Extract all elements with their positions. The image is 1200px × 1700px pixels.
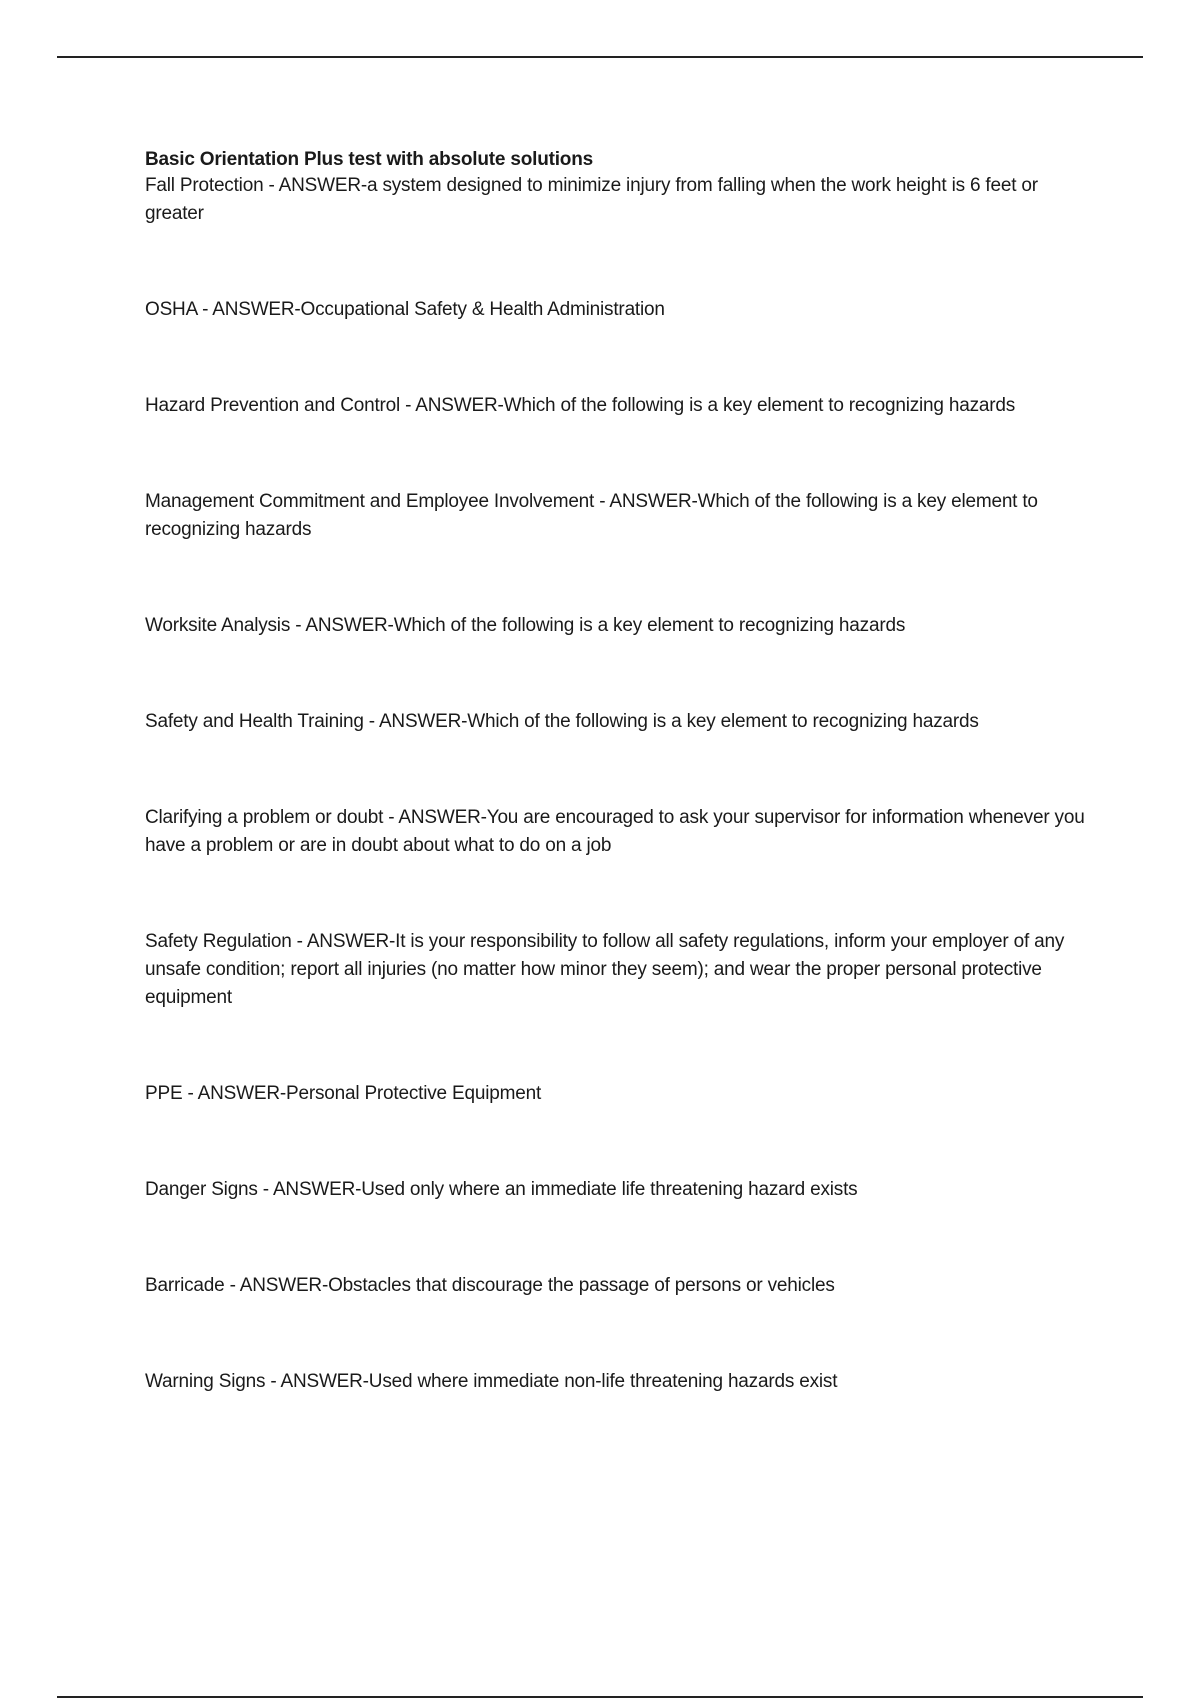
- footer-rule: [57, 1696, 1143, 1698]
- entry-clarifying-problem: Clarifying a problem or doubt - ANSWER-You are encouraged to ask your supervisor for information whenever you have a problem or are in doubt about what to do on a job: [145, 807, 1085, 856]
- document-body: [145, 148, 1095, 1396]
- header-rule: [57, 56, 1143, 58]
- entry-worksite-analysis: Worksite Analysis - ANSWER-Which of the following is a key element to recognizing hazards: [145, 615, 906, 636]
- entry-hazard-prevention: Hazard Prevention and Control - ANSWER-Which of the following is a key element to recognizing hazards: [145, 395, 1016, 416]
- entry-osha: OSHA - ANSWER-Occupational Safety & Health Administration: [145, 299, 665, 320]
- entry-safety-regulation: Safety Regulation - ANSWER-It is your responsibility to follow all safety regulations, inform your employer of any unsafe condition; report all injuries (no matter how minor they seem); and wear the proper personal protective equipment: [145, 931, 1065, 1008]
- entry-fall-protection: Fall Protection - ANSWER-a system designed to minimize injury from falling when the work height is 6 feet or greater: [145, 175, 1038, 224]
- entry-danger-signs: Danger Signs - ANSWER-Used only where an immediate life threatening hazard exists: [145, 1179, 858, 1200]
- entry-management-commitment: Management Commitment and Employee Involvement - ANSWER-Which of the following is a key element to recognizing hazards: [145, 491, 1038, 540]
- entry-safety-training: Safety and Health Training - ANSWER-Which of the following is a key element to recognizing hazards: [145, 711, 979, 732]
- entry-warning-signs: Warning Signs - ANSWER-Used where immediate non-life threatening hazards exist: [145, 1371, 838, 1392]
- entry-ppe: PPE - ANSWER-Personal Protective Equipment: [145, 1083, 542, 1104]
- document-title: Basic Orientation Plus test with absolute solutions: [145, 149, 593, 170]
- entry-barricade: Barricade - ANSWER-Obstacles that discourage the passage of persons or vehicles: [145, 1275, 835, 1296]
